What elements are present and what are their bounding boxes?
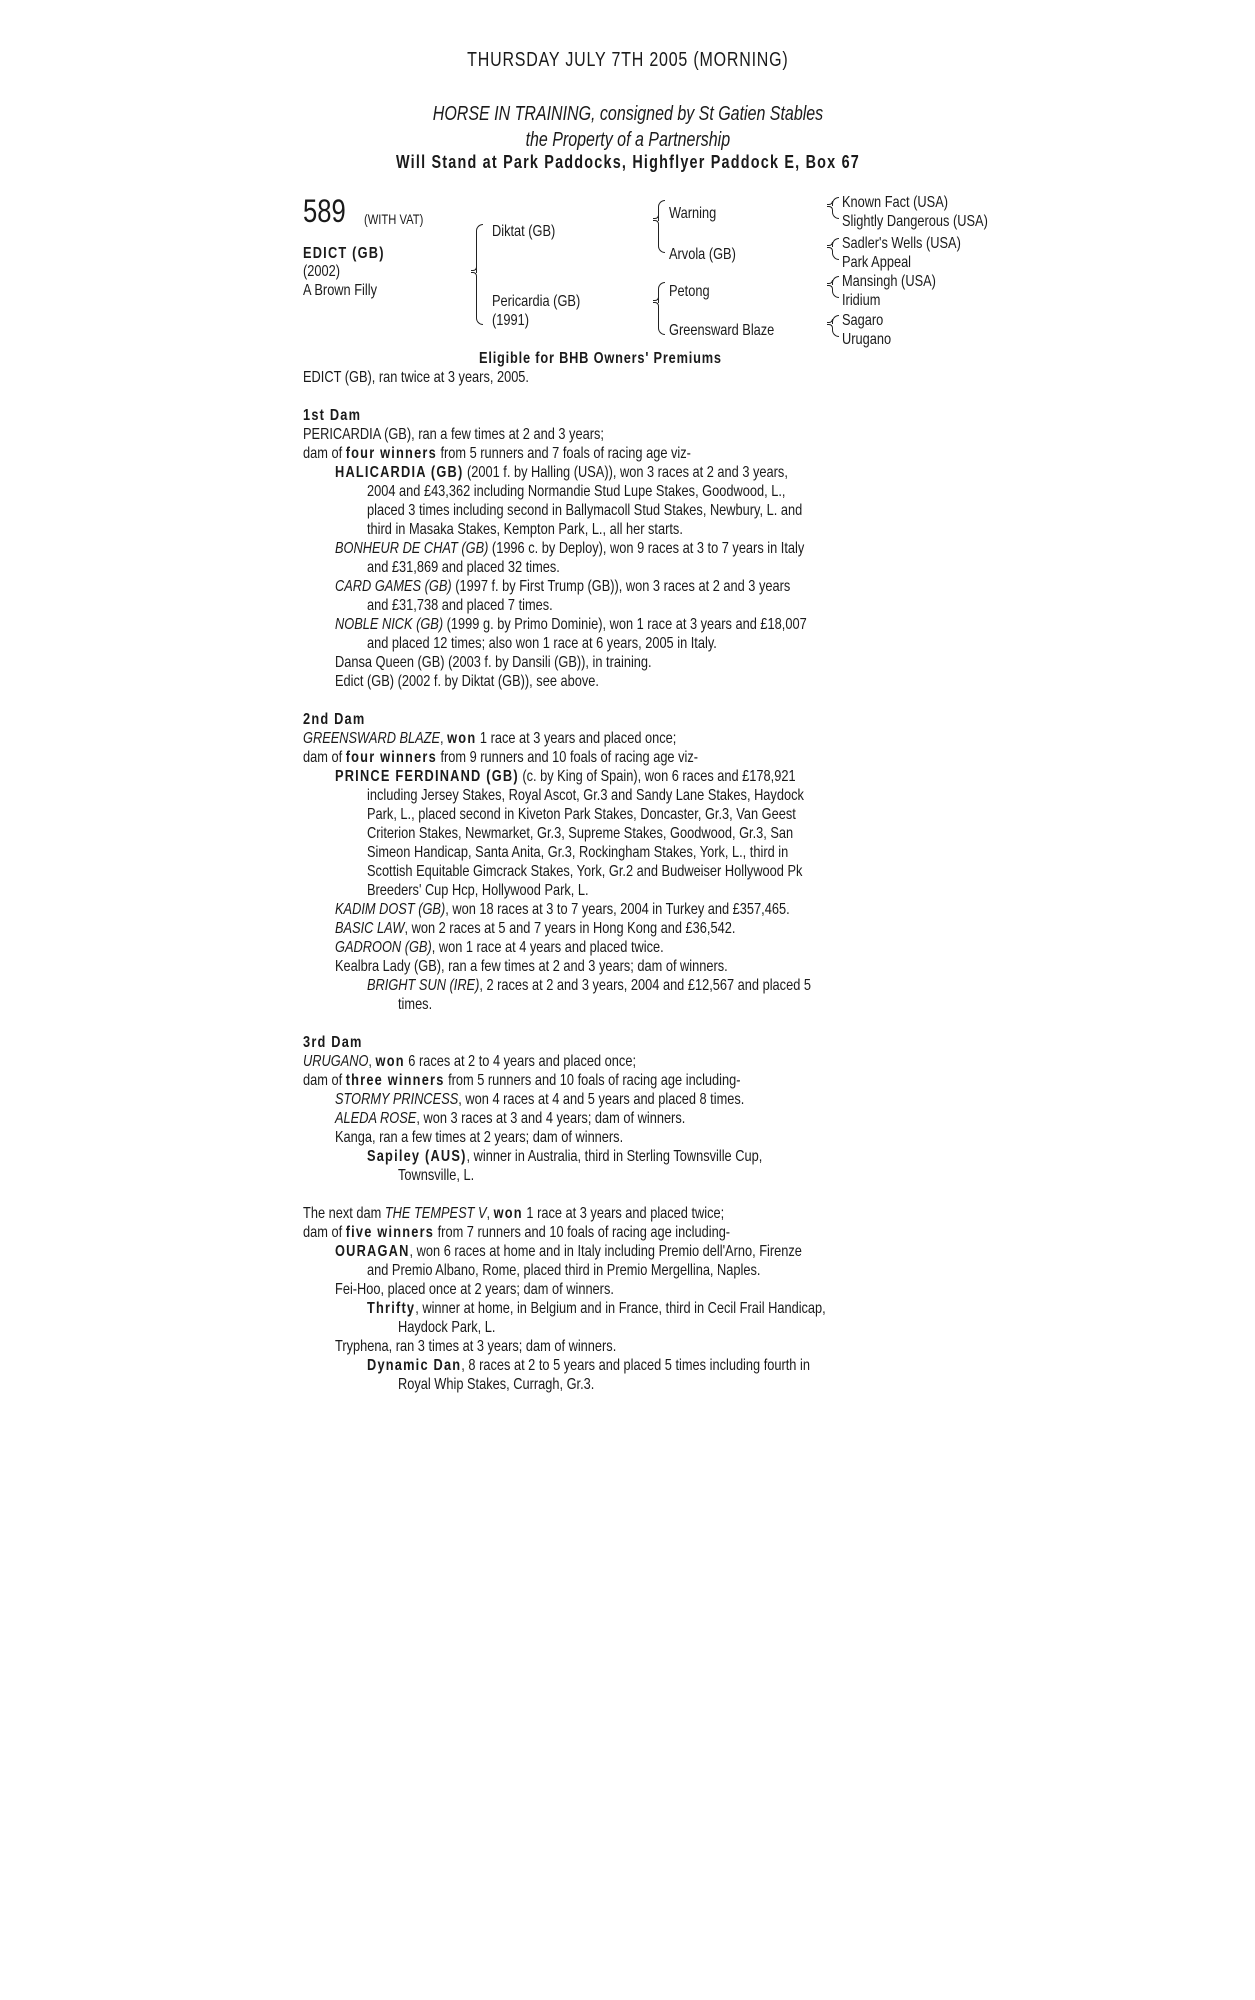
brace: [832, 197, 839, 206]
location-line: Will Stand at Park Paddocks, Highflyer Paddock E, Box 67: [395, 152, 860, 172]
third-dam-produce-summary: dam of three winners from 5 runners and 10 foals of racing age including-: [303, 1072, 741, 1089]
produce-entry-continued: Scottish Equitable Gimcrack Stakes, York, Gr.2 and Budweiser Hollywood Pk: [367, 863, 803, 880]
intro-line: EDICT (GB), ran twice at 3 years, 2005.: [303, 369, 529, 386]
produce-entry-continued: Haydock Park, L.: [398, 1319, 496, 1336]
produce-entry-continued: Townsville, L.: [398, 1167, 475, 1184]
produce-entry: KADIM DOST (GB), won 18 races at 3 to 7 years, 2004 in Turkey and £357,465.: [335, 901, 790, 918]
produce-entry: Edict (GB) (2002 f. by Diktat (GB)), see above.: [335, 673, 599, 690]
horse-name: EDICT (GB): [303, 245, 385, 262]
second-dam-heading: 2nd Dam: [303, 711, 366, 728]
produce-entry-continued: Royal Whip Stakes, Curragh, Gr.3.: [398, 1376, 595, 1393]
produce-entry-continued: Simeon Handicap, Santa Anita, Gr.3, Rockingham Stakes, York, L., third in: [367, 844, 789, 861]
sale-date-heading: THURSDAY JULY 7TH 2005 (MORNING): [466, 49, 789, 71]
first-dam-produce-summary: dam of four winners from 5 runners and 7 foals of racing age viz-: [303, 445, 691, 462]
eligibility-note: Eligible for BHB Owners' Premiums: [479, 350, 722, 367]
produce-entry: NOBLE NICK (GB) (1999 g. by Primo Dominie), won 1 race at 3 years and £18,007: [335, 616, 807, 633]
third-dam-heading: 3rd Dam: [303, 1034, 363, 1051]
produce-entry: CARD GAMES (GB) (1997 f. by First Trump (GB)), won 3 races at 2 and 3 years: [335, 578, 791, 595]
brace: [658, 282, 665, 303]
pedigree-gg8: Urugano: [842, 331, 892, 348]
produce-entry: BASIC LAW, won 2 races at 5 and 7 years in Hong Kong and £36,542.: [335, 920, 736, 937]
brace: [658, 200, 665, 221]
produce-entry-continued: third in Masaka Stakes, Kempton Park, L., all her starts.: [367, 521, 683, 538]
produce-entry-continued: and Premio Albano, Rome, placed third in Premio Mergellina, Naples.: [367, 1262, 761, 1279]
produce-entry-continued: placed 3 times including second in Ballymacoll Stud Stakes, Newbury, L. and: [367, 502, 803, 519]
consignment-line: HORSE IN TRAINING, consigned by St Gatien Stables: [432, 103, 823, 125]
pedigree-sire-sire: Warning: [669, 205, 717, 222]
pedigree-gg7: Sagaro: [842, 312, 884, 329]
pedigree-gg1: Known Fact (USA): [842, 194, 948, 211]
vat-note: (WITH VAT): [364, 211, 424, 227]
first-dam-heading: 1st Dam: [303, 407, 362, 424]
produce-entry-continued: and £31,738 and placed 7 times.: [367, 597, 553, 614]
property-line: the Property of a Partnership: [525, 129, 730, 151]
produce-entry-continued: and £31,869 and placed 32 times.: [367, 559, 560, 576]
brace: [476, 224, 483, 273]
produce-entry: PRINCE FERDINAND (GB) (c. by King of Spain), won 6 races and £178,921: [335, 768, 796, 785]
pedigree-dam: Pericardia (GB): [492, 293, 581, 310]
pedigree-sire-dam: Arvola (GB): [669, 246, 736, 263]
second-dam-produce-summary: dam of four winners from 9 runners and 10 foals of racing age viz-: [303, 749, 699, 766]
produce-entry: Kealbra Lady (GB), ran a few times at 2 and 3 years; dam of winners.: [335, 958, 728, 975]
pedigree-gg4: Park Appeal: [842, 254, 912, 271]
produce-entry: GADROON (GB), won 1 race at 4 years and placed twice.: [335, 939, 664, 956]
produce-entry: Fei-Hoo, placed once at 2 years; dam of winners.: [335, 1281, 614, 1298]
grand-produce-entry: BRIGHT SUN (IRE), 2 races at 2 and 3 years, 2004 and £12,567 and placed 5: [367, 977, 811, 994]
brace: [832, 251, 839, 260]
produce-entry-continued: Park, L., placed second in Kiveton Park Stakes, Doncaster, Gr.3, Van Geest: [367, 806, 796, 823]
produce-entry-continued: and placed 12 times; also won 1 race at 6 years, 2005 in Italy.: [367, 635, 717, 652]
produce-entry: STORMY PRINCESS, won 4 races at 4 and 5 years and placed 8 times.: [335, 1091, 745, 1108]
fourth-dam-line: The next dam THE TEMPEST V, won 1 race at 3 years and placed twice;: [303, 1205, 725, 1222]
foaling-year: (2002): [303, 263, 340, 280]
produce-entry: Dansa Queen (GB) (2003 f. by Dansili (GB)), in training.: [335, 654, 652, 671]
produce-entry: OURAGAN, won 6 races at home and in Italy including Premio dell'Arno, Firenze: [335, 1243, 802, 1260]
brace: [832, 328, 839, 337]
brace: [832, 289, 839, 298]
produce-entry-continued: 2004 and £43,362 including Normandie Stud Lupe Stakes, Goodwood, L.,: [367, 483, 786, 500]
brace: [832, 315, 839, 324]
first-dam-line: PERICARDIA (GB), ran a few times at 2 and 3 years;: [303, 426, 604, 443]
pedigree-gg3: Sadler's Wells (USA): [842, 235, 961, 252]
second-dam-line: GREENSWARD BLAZE, won 1 race at 3 years and placed once;: [303, 730, 677, 747]
horse-description: A Brown Filly: [303, 282, 377, 299]
produce-entry: Tryphena, ran 3 times at 3 years; dam of winners.: [335, 1338, 617, 1355]
grand-produce-entry: Sapiley (AUS), winner in Australia, third in Sterling Townsville Cup,: [367, 1148, 763, 1165]
brace: [658, 306, 665, 335]
pedigree-sire: Diktat (GB): [492, 223, 556, 240]
fourth-dam-produce-summary: dam of five winners from 7 runners and 10 foals of racing age including-: [303, 1224, 731, 1241]
produce-entry-continued: Criterion Stakes, Newmarket, Gr.3, Supreme Stakes, Goodwood, Gr.3, San: [367, 825, 794, 842]
pedigree-dam-dam: Greensward Blaze: [669, 322, 775, 339]
produce-entry-continued: Breeders' Cup Hcp, Hollywood Park, L.: [367, 882, 589, 899]
lot-number: 589: [303, 193, 346, 229]
pedigree-gg5: Mansingh (USA): [842, 273, 936, 290]
produce-entry: HALICARDIA (GB) (2001 f. by Halling (USA)), won 3 races at 2 and 3 years,: [335, 464, 788, 481]
pedigree-dam-sire: Petong: [669, 283, 710, 300]
pedigree-dam-year: (1991): [492, 312, 529, 329]
grand-produce-entry: Thrifty, winner at home, in Belgium and in France, third in Cecil Frail Handicap,: [367, 1300, 826, 1317]
grand-produce-entry: Dynamic Dan, 8 races at 2 to 5 years and placed 5 times including fourth in: [367, 1357, 810, 1374]
brace: [832, 276, 839, 285]
brace: [832, 210, 839, 219]
brace: [658, 224, 665, 253]
produce-entry: BONHEUR DE CHAT (GB) (1996 c. by Deploy), won 9 races at 3 to 7 years in Italy: [335, 540, 805, 557]
brace: [476, 276, 483, 325]
pedigree-gg2: Slightly Dangerous (USA): [842, 213, 988, 230]
pedigree-gg6: Iridium: [842, 292, 881, 309]
brace: [832, 238, 839, 247]
third-dam-line: URUGANO, won 6 races at 2 to 4 years and placed once;: [303, 1053, 636, 1070]
produce-entry: ALEDA ROSE, won 3 races at 3 and 4 years; dam of winners.: [335, 1110, 686, 1127]
produce-entry: Kanga, ran a few times at 2 years; dam of winners.: [335, 1129, 624, 1146]
produce-entry-continued: times.: [398, 996, 433, 1013]
produce-entry-continued: including Jersey Stakes, Royal Ascot, Gr.3 and Sandy Lane Stakes, Haydock: [367, 787, 804, 804]
